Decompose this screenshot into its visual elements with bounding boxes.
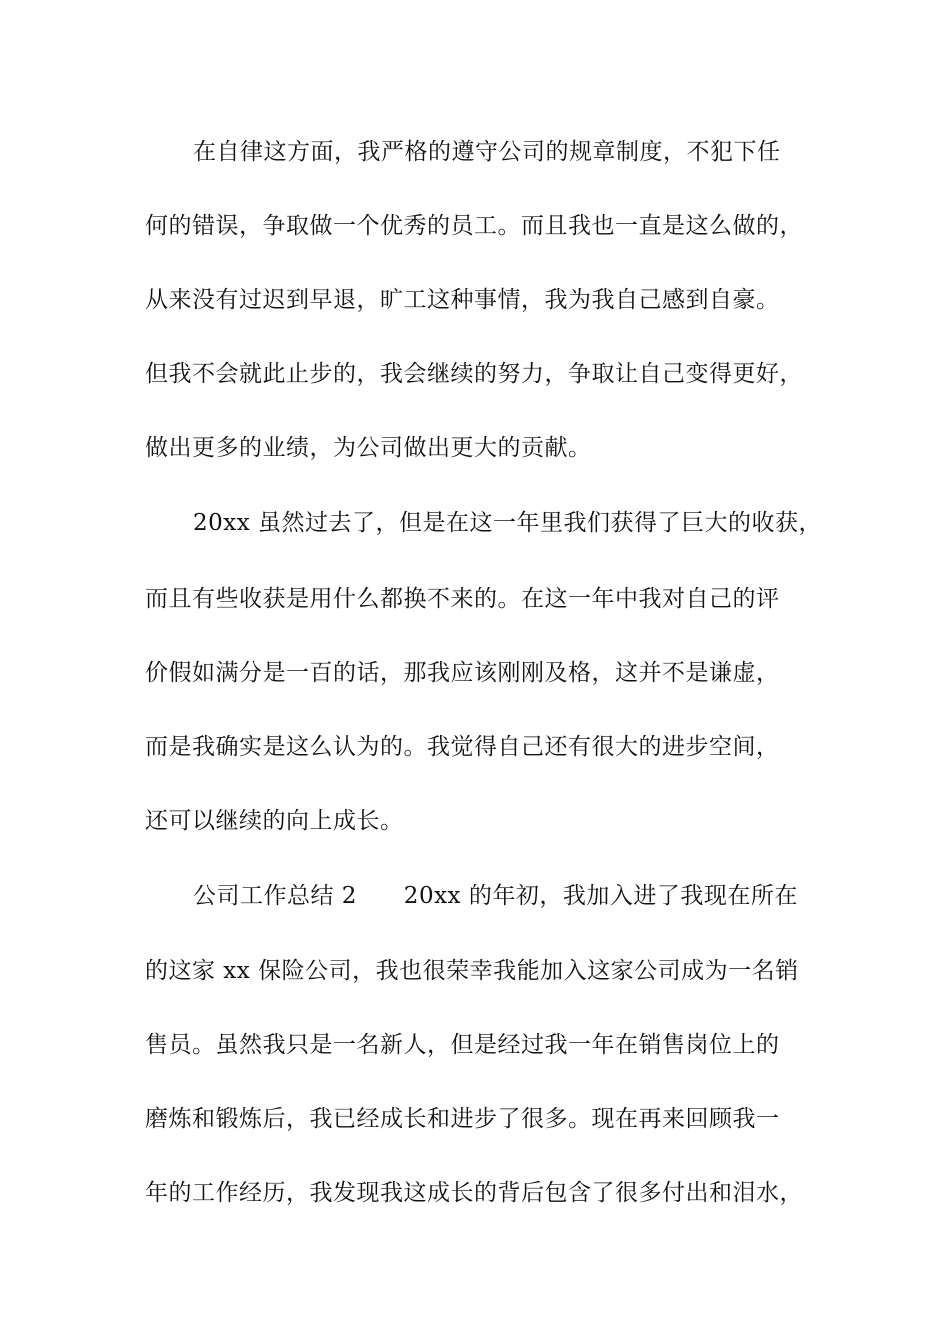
paragraph-1-line-3: 从来没有过迟到早退，旷工这种事情，我为我自己感到自豪。 xyxy=(145,287,780,313)
paragraph-1-line-4: 但我不会就此止步的，我会继续的努力，争取让自己变得更好， xyxy=(145,361,803,387)
paragraph-1-line-2: 何的错误，争取做一个优秀的员工。而且我也一直是这么做的， xyxy=(145,213,803,239)
paragraph-3-line-4: 磨炼和锻炼后，我已经成长和进步了很多。现在再来回顾我一 xyxy=(145,1106,780,1132)
paragraph-2-line-2: 而且有些收获是用什么都换不来的。在这一年中我对自己的评 xyxy=(145,586,780,612)
paragraph-2-line-4: 而是我确实是这么认为的。我觉得自己还有很大的进步空间， xyxy=(145,734,780,760)
paragraph-2-line-3: 价假如满分是一百的话，那我应该刚刚及格，这并不是谦虚， xyxy=(145,660,780,686)
paragraph-1-line-5: 做出更多的业绩，为公司做出更大的贡献。 xyxy=(145,435,592,461)
paragraph-2-line-5: 还可以继续的向上成长。 xyxy=(145,808,404,834)
paragraph-2-line-1: 20xx 虽然过去了，但是在这一年里我们获得了巨大的收获， xyxy=(193,510,823,536)
paragraph-3-line-3: 售员。虽然我只是一名新人，但是经过我一年在销售岗位上的 xyxy=(145,1032,780,1058)
paragraph-3-line-2: 的这家 xx 保险公司，我也很荣幸我能加入这家公司成为一名销 xyxy=(145,958,799,984)
paragraph-3-line-5: 年的工作经历，我发现我这成长的背后包含了很多付出和泪水， xyxy=(145,1180,803,1206)
paragraph-1-line-1: 在自律这方面，我严格的遵守公司的规章制度，不犯下任 xyxy=(193,139,781,165)
paragraph-3-line-1: 公司工作总结 2 20xx 的年初，我加入进了我现在所在 xyxy=(193,883,798,909)
